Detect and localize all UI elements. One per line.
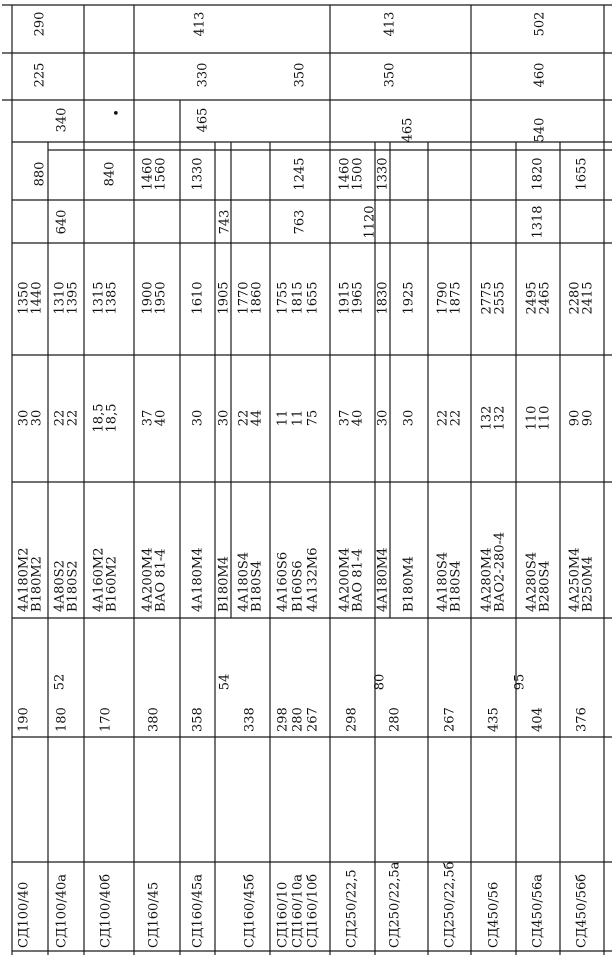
cell-mass: 1440 [29, 281, 45, 315]
cell-mass: 1905 [216, 281, 232, 315]
cell-L: 743 [217, 209, 233, 235]
cell-L1: 880 [32, 161, 48, 187]
cell-head: 380 [146, 707, 162, 732]
cell-H: 413 [192, 11, 208, 37]
cell-head: 298 [344, 707, 360, 732]
cell-pump: СД160/45а [190, 873, 206, 948]
cell-L1: 1655 [574, 157, 590, 191]
cell-L1: 1460 [140, 157, 156, 191]
cell-motor: В160М2 [104, 556, 120, 612]
cell-L1: 840 [102, 161, 118, 187]
cell-eff: 95 [512, 673, 528, 691]
cell-head: 298 [275, 707, 291, 732]
cell-power: 40 [153, 409, 169, 427]
cell-motor: ВАО2-280-4 [492, 531, 508, 612]
cell-motor: 4А180М4 [190, 547, 206, 612]
cell-head: 338 [242, 707, 258, 732]
cell-motor: 4А160М2 [91, 547, 107, 612]
cell-power: 37 [140, 409, 156, 427]
cell-L2: 540 [532, 117, 548, 143]
cell-eff: 54 [217, 673, 233, 691]
cell-mass: 2465 [537, 281, 553, 315]
cell-motor: ВАО 81-4 [350, 548, 366, 612]
cell-L1: 1500 [350, 157, 366, 191]
cell-head: 280 [387, 707, 403, 732]
cell-mass: 1965 [350, 281, 366, 315]
cell-L2: 465 [195, 107, 211, 133]
cell-pump: СД160/10 [275, 881, 291, 948]
cell-head: 280 [290, 707, 306, 732]
cell-L1: 1330 [375, 157, 391, 191]
cell-pump: СД450/56 [486, 881, 502, 948]
cell-mass: 1860 [249, 281, 265, 315]
cell-mass: 1900 [140, 281, 156, 315]
cell-power: 110 [537, 405, 553, 431]
cell-mass: 1655 [305, 281, 321, 315]
cell-pump: СД100/40б [98, 873, 114, 948]
cell-L1: 1820 [530, 157, 546, 191]
cell-power: 30 [375, 409, 391, 427]
cell-L: 640 [54, 209, 70, 235]
cell-pump: СД160/45 [146, 881, 162, 948]
cell-L3: 330 [195, 62, 211, 88]
cell-pump: СД250/22,5 [344, 869, 360, 948]
cell-head: 435 [486, 707, 502, 732]
cell-mass: 1950 [153, 281, 169, 315]
cell-mass: 1395 [65, 281, 81, 315]
cell-H: 502 [532, 11, 548, 37]
cell-power: 22 [435, 409, 451, 427]
cell-power: 11 [290, 409, 306, 427]
cell-L3: 460 [532, 62, 548, 88]
cell-power: 132 [492, 405, 508, 431]
cell-pump: СД450/56а [530, 873, 546, 948]
cell-power: 132 [479, 405, 495, 431]
cell-mass: 1310 [52, 281, 68, 315]
cell-mass: 1790 [435, 281, 451, 315]
cell-pump: СД160/45б [242, 873, 258, 948]
cell-motor: 4А160S6 [275, 551, 291, 612]
cell-H: 413 [382, 11, 398, 37]
cell-mass: 1925 [401, 281, 417, 315]
cell-mass: 1350 [16, 281, 32, 315]
cell-L3: 225 [32, 62, 48, 88]
cell-motor: 4А80S2 [52, 560, 68, 612]
cell-mass: 1875 [448, 281, 464, 315]
cell-mass: 2775 [479, 281, 495, 315]
cell-motor: В180S2 [65, 560, 81, 612]
cell-mass: 1815 [290, 281, 306, 315]
cell-motor: В180М4 [216, 556, 232, 612]
cell-L3: 350 [382, 62, 398, 88]
cell-pump: СД250/22,5а [387, 861, 403, 948]
cell-power: 37 [337, 409, 353, 427]
cell-head: 267 [442, 707, 458, 732]
cell-power: 11 [275, 409, 291, 427]
cell-power: 22 [236, 409, 252, 427]
cell-head: 358 [190, 707, 206, 732]
cell-power: 90 [567, 409, 583, 427]
cell-head: 404 [530, 707, 546, 732]
cell-motor: 4А200М4 [140, 547, 156, 612]
cell-L1: 1330 [190, 157, 206, 191]
cell-L: 763 [292, 209, 308, 235]
cell-mass: 2555 [492, 281, 508, 315]
cell-head: 180 [54, 707, 70, 732]
cell-head: 190 [16, 707, 32, 732]
cell-motor: 4А200М4 [337, 547, 353, 612]
cell-head: 267 [305, 707, 321, 732]
cell-mass: 1315 [91, 281, 107, 315]
cell-L1: 1245 [292, 157, 308, 191]
col-lines [12, 5, 604, 955]
cell-L: 1120 [362, 205, 378, 239]
cell-power: 30 [216, 409, 232, 427]
cell-mass: 1610 [190, 281, 206, 315]
cell-power: 30 [401, 409, 417, 427]
cell-motor: 4А280S4 [524, 551, 540, 612]
cell-pump: СД250/22,5б [442, 861, 458, 948]
cell-motor: ВАО 81-4 [153, 548, 169, 612]
cell-L1: 1460 [337, 157, 353, 191]
cell-power: 22 [448, 409, 464, 427]
cell-H: 290 [32, 11, 48, 37]
cell-power: 30 [190, 409, 206, 427]
cell-pump: СД100/40 [16, 881, 32, 948]
cell-motor: В180S4 [249, 560, 265, 612]
row-lines [2, 5, 612, 951]
cell-motor: В250М4 [580, 556, 596, 612]
cell-motor: 4А180S4 [435, 551, 451, 612]
cell-power: 30 [29, 409, 45, 427]
cell-power: 22 [65, 409, 81, 427]
cell-motor: 4А180S4 [236, 551, 252, 612]
cell-motor: 4А280М4 [479, 547, 495, 612]
cell-head: 376 [574, 707, 590, 732]
cell-mass: 1830 [375, 281, 391, 315]
cell-power: 110 [524, 405, 540, 431]
cell-motor: В160S6 [290, 560, 306, 612]
cell-mass: 2495 [524, 281, 540, 315]
cell-eff: 80 [372, 673, 388, 691]
cell-motor: 4А132М6 [305, 547, 321, 612]
cell-power: 30 [16, 409, 32, 427]
cell-power: 75 [305, 409, 321, 427]
cell-mass: 1915 [337, 281, 353, 315]
cell-mass: 1385 [104, 281, 120, 315]
cell-head: 170 [98, 707, 114, 732]
cell-mass: 1755 [275, 281, 291, 315]
cell-motor: В180S4 [448, 560, 464, 612]
cell-power: 90 [580, 409, 596, 427]
cell-power: 44 [249, 409, 265, 427]
cell-power: 22 [52, 409, 68, 427]
speck: • [112, 107, 120, 122]
cell-motor: 4А180М2 [16, 547, 32, 612]
cell-pump: СД160/10б [305, 873, 321, 948]
cell-pump: СД100/40а [54, 873, 70, 948]
cell-power: 18,5 [91, 403, 107, 433]
cell-motor: В180М2 [29, 556, 45, 612]
cell-L: 1318 [530, 205, 546, 239]
cell-motor: 4А180М4 [375, 547, 391, 612]
cell-pump: СД160/10а [290, 873, 306, 948]
cell-mass: 2280 [567, 281, 583, 315]
cell-L2: 340 [54, 107, 70, 133]
cell-eff: 52 [52, 673, 68, 691]
cell-mass: 1770 [236, 281, 252, 315]
cell-motor: В280S4 [537, 560, 553, 612]
cell-mass: 2415 [580, 281, 596, 315]
cell-power: 18,5 [104, 403, 120, 433]
cell-pump: СД450/56б [574, 873, 590, 948]
cell-L2: 465 [400, 117, 416, 143]
cell-motor: 4А250М4 [567, 547, 583, 612]
cell-L1: 1560 [153, 157, 169, 191]
cell-motor: В180М4 [401, 556, 417, 612]
cell-power: 40 [350, 409, 366, 427]
cell-L3: 350 [292, 62, 308, 88]
